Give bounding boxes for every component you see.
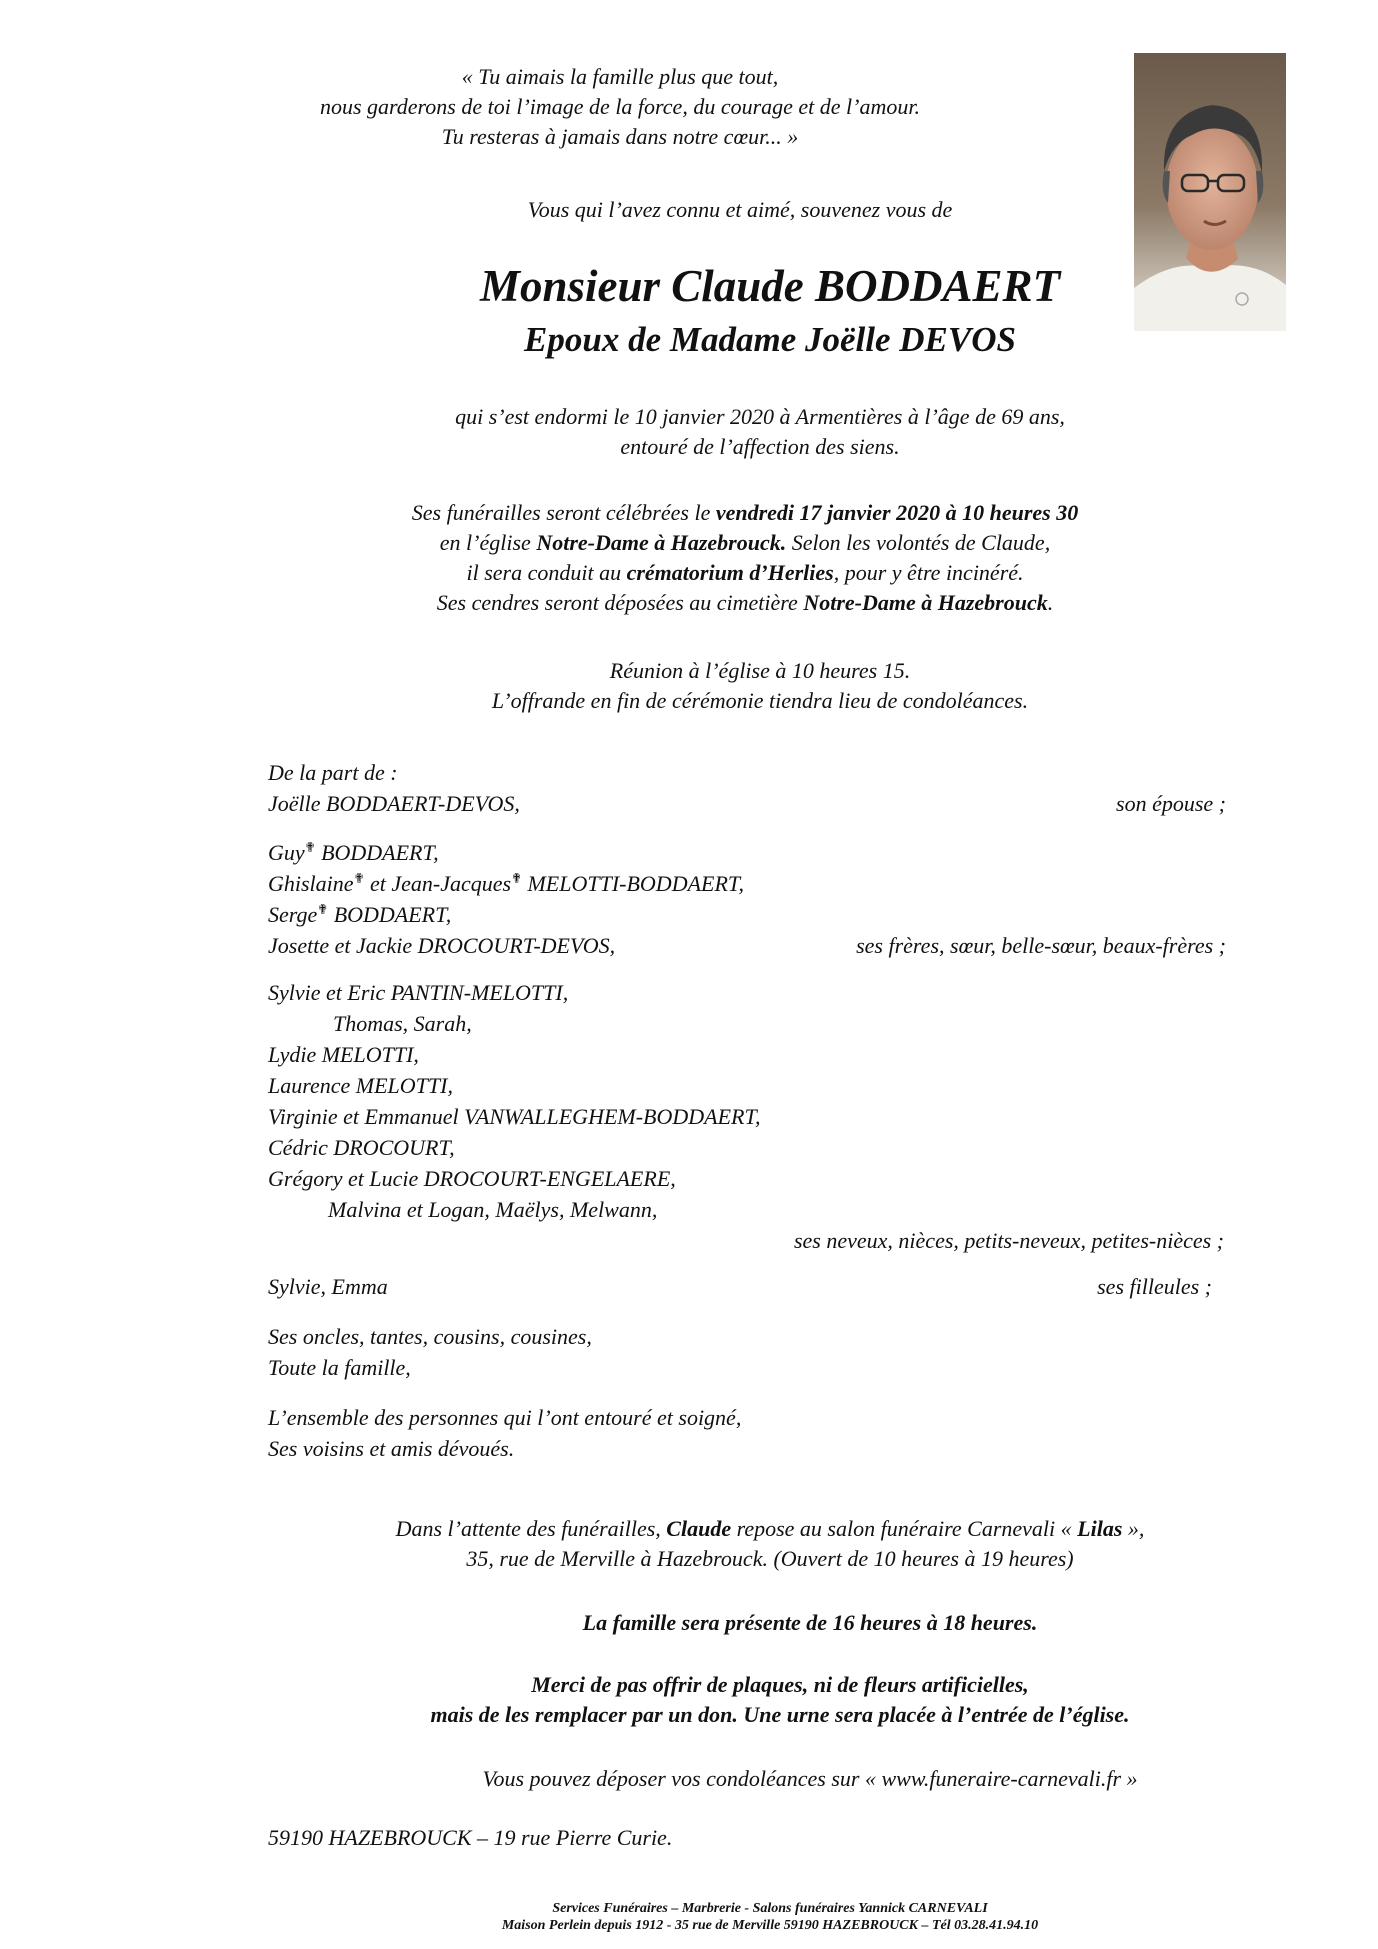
cross-icon: ✟ [353,870,365,886]
family-siblings-block [268,838,1238,962]
deceased-name: Monsieur Claude BODDAERT [479,261,1061,311]
meeting-line: Réunion à l’église à 10 heures 15. [609,658,911,683]
family-row [268,1102,1238,1133]
portrait-photo [1134,53,1286,331]
salon-text: », [1122,1516,1145,1541]
condolences-website: Vous pouvez déposer vos condoléances sur « www.funeraire-carnevali.fr » [482,1766,1138,1791]
quote-line: « Tu aimais la famille plus que tout, [461,64,779,89]
family-row [268,900,1238,931]
family-name: Ses oncles, tantes, cousins, cousines, [268,1324,592,1349]
family-name: Guy [268,840,305,865]
family-row [268,931,1238,962]
notice-line: mais de les remplacer par un don. Une urne sera placée à l’entrée de l’église. [430,1702,1130,1727]
funeral-line-1 [330,498,1160,528]
family-name: Cédric DROCOURT, [268,1135,455,1160]
family-nephews-block [268,978,1238,1257]
quote-line: nous garderons de toi l’image de la force, du courage et de l’amour. [319,94,920,119]
family-carers-block [268,1403,1238,1465]
family-name: Joëlle BODDAERT-DEVOS, [268,791,520,816]
family-name: Sylvie et Eric PANTIN-MELOTTI, [268,980,569,1005]
church-name: Notre-Dame à Hazebrouck. [536,530,787,555]
family-spouse-block [268,758,1238,820]
family-relation: ses filleules ; [1097,1274,1212,1299]
family-relation: ses frères, sœur, belle-sœur, beaux-frères ; [856,933,1226,958]
family-relation: son épouse ; [1116,791,1226,816]
from-label: De la part de : [268,760,398,785]
salon-name-claude: Claude [666,1516,732,1541]
family-row [268,1353,1238,1384]
family-relation: ses neveux, nièces, petits-neveux, petites-nièces ; [793,1228,1224,1253]
cross-icon: ✟ [317,901,329,917]
family-name: Ses voisins et amis dévoués. [268,1436,515,1461]
family-row [268,789,1238,820]
opening-quote [240,62,1000,152]
funeral-text: , pour y être incinéré. [833,560,1024,585]
family-row [268,758,1238,789]
funeral-text: Ses funérailles seront célébrées le [411,500,716,525]
salon-text: repose au salon funéraire Carnevali « [731,1516,1078,1541]
family-presence: La famille sera présente de 16 heures à 18 heures. [582,1610,1038,1635]
funeral-text: il sera conduit au [466,560,627,585]
cemetery-name: Notre-Dame à Hazebrouck [803,590,1048,615]
family-name: Ghislaine [268,871,354,896]
crematorium-name: crématorium d’Herlies [626,560,834,585]
family-others-block [268,1322,1238,1384]
salon-room-name: Lilas [1077,1516,1123,1541]
portrait-illustration [1134,53,1286,331]
family-name: BODDAERT, [328,902,452,927]
family-name: L’ensemble des personnes qui l’ont entouré et soigné, [268,1405,742,1430]
family-row [268,838,1238,869]
family-row [268,1195,1238,1226]
family-name: Thomas, Sarah, [333,1011,472,1036]
salon-line-2: 35, rue de Merville à Hazebrouck. (Ouvert de 10 heures à 19 heures) [466,1546,1074,1571]
family-name: BODDAERT, [315,840,439,865]
salon-text: Dans l’attente des funérailles, [395,1516,667,1541]
meeting-info [380,656,1140,716]
family-name: Josette et Jackie DROCOURT-DEVOS, [268,933,616,958]
family-row [268,1403,1238,1434]
family-row [268,1040,1238,1071]
cross-icon: ✟ [304,839,316,855]
family-name: Toute la famille, [268,1355,411,1380]
funeral-text: Ses cendres seront déposées au cimetière [436,590,804,615]
death-line: qui s’est endormi le 10 janvier 2020 à Armentières à l’âge de 69 ans, [455,404,1065,429]
family-name: Malvina et Logan, Maëlys, Melwann, [328,1197,658,1222]
funeral-line-3 [330,558,1160,588]
notice-line: Merci de pas offrir de plaques, ni de fleurs artificielles, [531,1672,1029,1697]
family-row [268,1133,1238,1164]
family-name: et Jean-Jacques [364,871,512,896]
family-row [268,1322,1238,1353]
family-row [268,1071,1238,1102]
family-row [268,1009,1238,1040]
spouse-line: Epoux de Madame Joëlle DEVOS [524,320,1016,359]
footer-line: Services Funéraires – Marbrerie - Salons funéraires Yannick CARNEVALI [552,1901,988,1916]
family-goddaughters-block [268,1272,1238,1303]
intro-text: Vous qui l’avez connu et aimé, souvenez vous de [527,197,953,222]
family-row [268,1434,1238,1465]
funeral-details [330,498,1160,618]
funeral-text: . [1047,590,1054,615]
salon-line-1 [330,1514,1210,1544]
family-name: Lydie MELOTTI, [268,1042,419,1067]
family-name: Grégory et Lucie DROCOURT-ENGELAERE, [268,1166,676,1191]
family-name: Sylvie, Emma [268,1274,388,1299]
family-name: Serge [268,902,318,927]
footer-line: Maison Perlein depuis 1912 - 35 rue de Merville 59190 HAZEBROUCK – Tél 03.28.41.94.10 [501,1918,1039,1933]
family-name: MELOTTI-BODDAERT, [521,871,744,896]
family-row [268,869,1238,900]
no-flowers-notice [330,1670,1230,1730]
funeral-date: vendredi 17 janvier 2020 à 10 heures 30 [715,500,1079,525]
funeral-home-info [330,1514,1210,1574]
meeting-line: L’offrande en fin de cérémonie tiendra lieu de condoléances. [491,688,1029,713]
funeral-line-4 [330,588,1160,618]
family-address: 59190 HAZEBROUCK – 19 rue Pierre Curie. [268,1825,673,1850]
funeral-line-2 [330,528,1160,558]
family-row [268,1272,1238,1303]
family-name: Laurence MELOTTI, [268,1073,453,1098]
death-announcement [380,402,1140,462]
family-name: Virginie et Emmanuel VANWALLEGHEM-BODDAERT, [268,1104,761,1129]
cross-icon: ✟ [511,870,522,886]
quote-line: Tu resteras à jamais dans notre cœur... » [441,124,799,149]
funeral-text: en l’église [439,530,537,555]
footer [330,1900,1210,1934]
family-row [268,1164,1238,1195]
death-line: entouré de l’affection des siens. [620,434,900,459]
funeral-text: Selon les volontés de Claude, [786,530,1051,555]
family-row [268,978,1238,1009]
family-row [268,1226,1238,1257]
